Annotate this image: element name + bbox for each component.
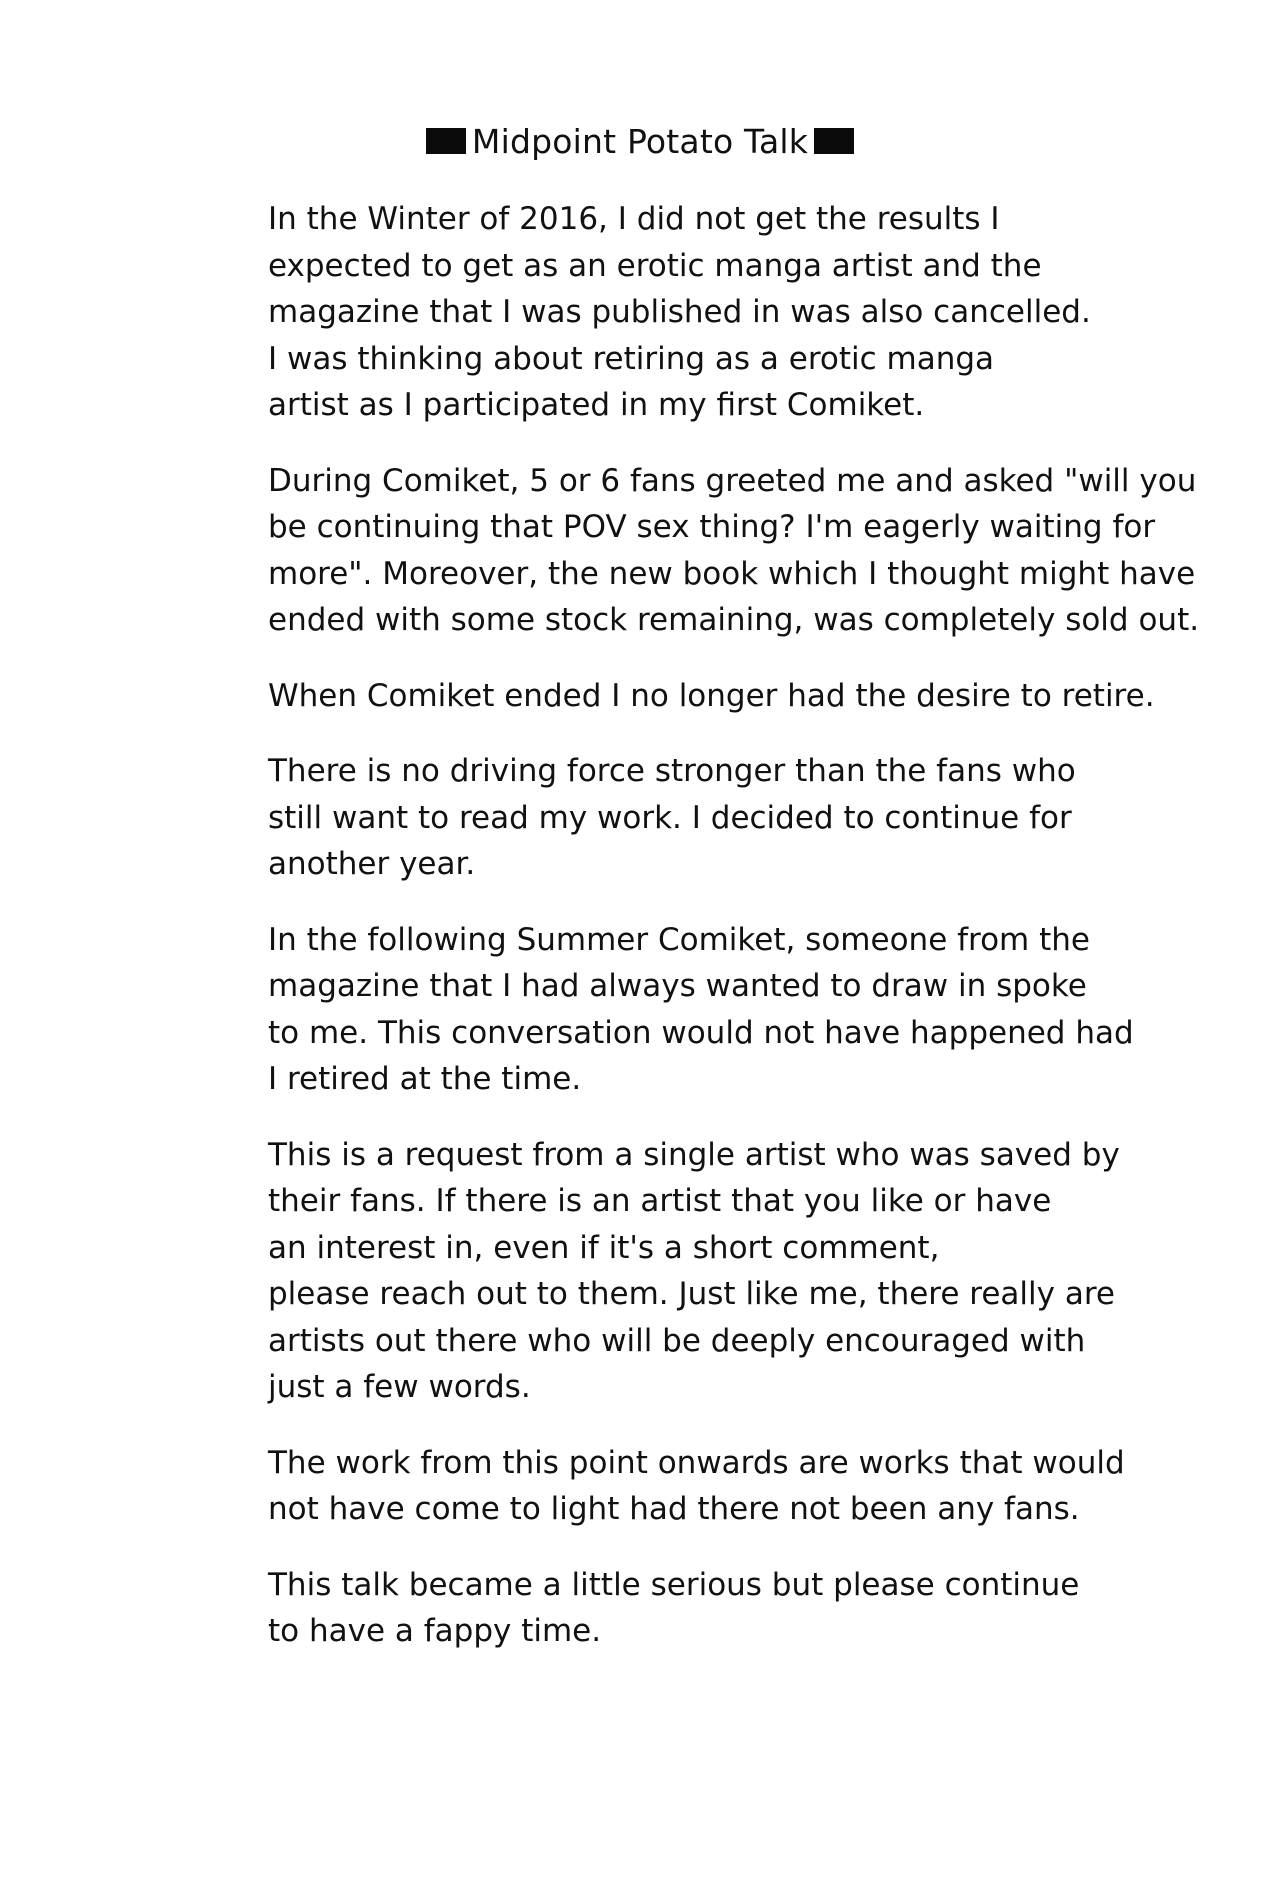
text-line: In the following Summer Comiket, someone from the — [268, 921, 1090, 958]
title-right-block-icon — [814, 128, 854, 154]
paragraph — [268, 1562, 1168, 1655]
text-line: be continuing that POV sex thing? I'm eagerly waiting for — [268, 509, 1156, 545]
text-line: still want to read my work. I decided to continue for — [268, 799, 1072, 836]
title-left-block-icon — [426, 128, 466, 154]
text-line: In the Winter of 2016, I did not get the results I — [268, 201, 1000, 237]
text-line: There is no driving force stronger than the fans who — [268, 753, 1076, 789]
paragraph — [268, 1440, 1168, 1533]
text-line: expected to get as an erotic manga artist and the — [268, 247, 1042, 284]
text-line: magazine that I was published in was also cancelled. — [268, 294, 1091, 330]
title-row — [0, 118, 1280, 164]
text-line: This talk became a little serious but please continue — [268, 1566, 1080, 1603]
paragraph — [268, 917, 1168, 1103]
text-line: During Comiket, 5 or 6 fans greeted me and asked "will you — [268, 462, 1197, 499]
paragraph — [268, 1132, 1168, 1411]
paragraph — [268, 673, 1168, 720]
text-line: When Comiket ended I no longer had the desire to retire. — [268, 677, 1155, 714]
text-line: to have a fappy time. — [268, 1613, 602, 1649]
text-line: to me. This conversation would not have happened had — [268, 1014, 1134, 1051]
text-line: just a few words. — [268, 1369, 531, 1405]
text-line: magazine that I had always wanted to draw in spoke — [268, 968, 1087, 1004]
text-line: more". Moreover, the new book which I thought might have — [268, 555, 1196, 592]
text-line: The work from this point onwards are works that would — [268, 1444, 1125, 1481]
text-line: please reach out to them. Just like me, there really are — [268, 1276, 1115, 1312]
text-line: I retired at the time. — [268, 1061, 582, 1097]
text-line: I was thinking about retiring as a erotic manga — [268, 340, 995, 377]
text-line: artist as I participated in my first Comiket. — [268, 387, 925, 423]
page-title: Midpoint Potato Talk — [471, 121, 809, 161]
text-line: not have come to light had there not been any fans. — [268, 1491, 1080, 1527]
paragraph — [268, 458, 1200, 644]
text-line: This is a request from a single artist who was saved by — [268, 1136, 1120, 1173]
text-line: artists out there who will be deeply encouraged with — [268, 1322, 1086, 1359]
paragraph — [268, 196, 1168, 429]
paragraph — [268, 748, 1168, 888]
text-line: an interest in, even if it's a short comment, — [268, 1229, 940, 1266]
text-line: their fans. If there is an artist that you like or have — [268, 1183, 1052, 1219]
text-line: another year. — [268, 846, 476, 882]
text-line: ended with some stock remaining, was completely sold out. — [268, 602, 1200, 638]
body-text — [268, 196, 1200, 1684]
